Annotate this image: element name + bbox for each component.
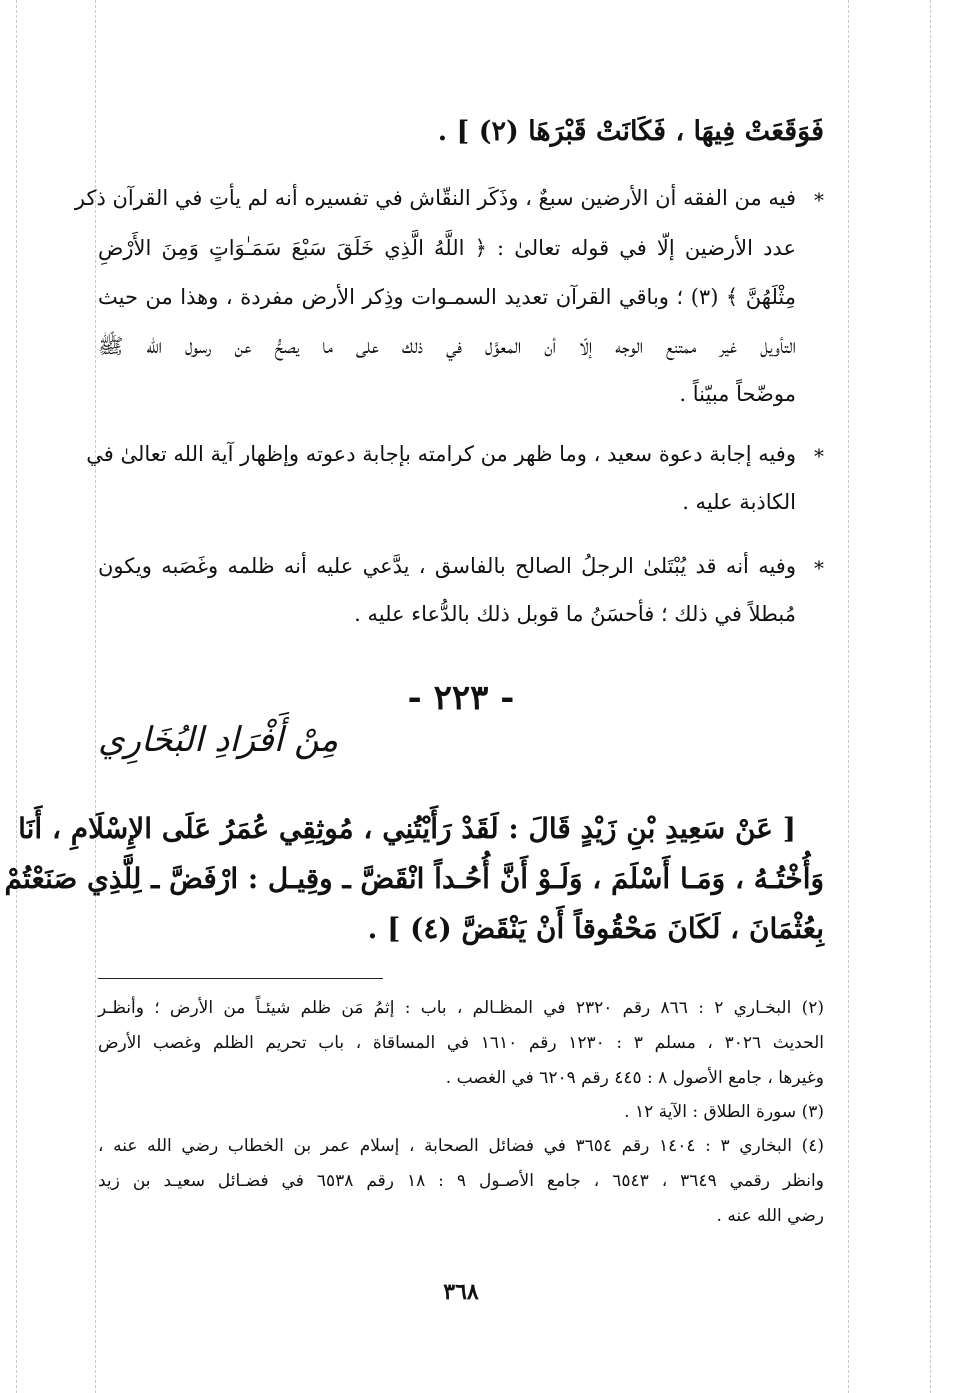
hadith-line-3: بِعُثْمَانَ ، لَكَانَ مَحْقُوقاً أَنْ يَنْقَضَّ (٤) ] . bbox=[367, 912, 824, 945]
para3-line-2: مُبطلاً في ذلك ؛ فأحسَنُ ما قوبل ذلك بالدُّعاء عليه . bbox=[354, 602, 796, 626]
footnote-4-line-2: وانظر رقمي ٣٦٤٩ ، ٦٥٤٣ ، جامع الأصـول ٩ : ١٨ رقم ٦٥٣٨ في فضـائل سعيـد بن زيد bbox=[98, 1171, 824, 1191]
bullet-1: * bbox=[814, 188, 824, 212]
margin-guide-far-left bbox=[16, 0, 17, 1393]
footnote-2-line-2: الحديث ٣٠٢٦ ، مسلم ٣ : ١٢٣٠ رقم ١٦١٠ في المساقاة ، باب تحريم الظلم وغصب الأرض bbox=[98, 1033, 824, 1053]
opening-verse-line: فَوَقَعَتْ فِيهَا ، فَكَانَتْ قَبْرَهَا (٢) ] . bbox=[437, 116, 824, 147]
bullet-2: * bbox=[814, 444, 824, 468]
para1-line-1: فيه من الفقه أن الأرضين سبعٌ ، وذَكَر النقّاش في تفسيره أنه لم يأتِ في القرآن ذكر bbox=[74, 186, 796, 210]
para1-line-4: التأويل غير ممتنع الوجه إلّا أن المعوَّل في ذلك على ما يصحُّ عن رسول الله ﷺ bbox=[98, 334, 796, 358]
bullet-3: * bbox=[814, 556, 824, 580]
page-body bbox=[4, 0, 824, 1393]
para2-line-1: وفيه إجابة دعوة سعيد ، وما ظهر من كرامته بإجابة دعوته وإظهار آية الله تعالىٰ في bbox=[86, 442, 796, 466]
para1-line-3: مِثْلَهُنَّ ﴾ (٣) ؛ وباقي القرآن تعديد السمـوات وذِكر الأرض مفردة ، وهذا من حيث bbox=[98, 285, 796, 309]
footnote-separator bbox=[98, 978, 383, 979]
footnote-3: (٣) سورة الطلاق : الآية ١٢ . bbox=[624, 1102, 824, 1122]
margin-guide-far-right bbox=[930, 0, 931, 1393]
para1-line-2: عدد الأرضين إلّا في قوله تعالىٰ : ﴿ اللَّهُ الَّذِي خَلَقَ سَبْعَ سَمَـٰوَاتٍ وَمِنَ الأَرْضِ bbox=[98, 236, 796, 260]
para3-line-1: وفيه أنه قد يُبْتَلىٰ الرجلُ الصالح بالفاسق ، يدَّعي عليه أنه ظلمه وغَصَبه ويكون bbox=[98, 554, 796, 578]
para2-line-2: الكاذبة عليه . bbox=[682, 490, 796, 514]
footnote-2-line-3: وغيرها ، جامع الأصول ٨ : ٤٤٥ رقم ٦٢٠٩ في الغصب . bbox=[445, 1068, 824, 1088]
ornamental-heading: مِنْ أَفْرَادِ البُخَارِي bbox=[98, 720, 339, 760]
margin-guide-right bbox=[848, 0, 849, 1393]
footnote-2-line-1: (٢) البخـاري ٢ : ٨٦٦ رقم ٢٣٢٠ في المظـالم ، باب : إثمُ مَن ظلم شيئـاً من الأرض ؛ وأنظـر bbox=[98, 998, 824, 1018]
page-number: ٣٦٨ bbox=[443, 1279, 479, 1305]
footnote-4-line-1: (٤) البخاري ٣ : ١٤٠٤ رقم ٣٦٥٤ في فضائل الصحابة ، إسلام عمر بن الخطاب رضي الله عنه ، bbox=[98, 1136, 824, 1156]
para1-line-5: موضّحاً مبيّناً . bbox=[679, 382, 796, 406]
hadith-line-1: [ عَنْ سَعِيدِ بْنِ زَيْدٍ قَالَ : لَقَدْ رَأَيْتُنِي ، مُوثِقِي عُمَرُ عَلَى الإِسْلَامِ ، أَنَا bbox=[18, 812, 796, 845]
footnote-4-line-3: رضي الله عنه . bbox=[716, 1206, 824, 1226]
section-number: - ٢٢٣ - bbox=[407, 678, 515, 718]
hadith-line-2: وَأُخْتُـهُ ، وَمَـا أَسْلَمَ ، وَلَـوْ أَنَّ أُحُـداً انْقَضَّ ـ وقِيـل : ارْفَضَّ ـ لِلَّذِي صَنَعْتُمْ bbox=[4, 862, 824, 895]
